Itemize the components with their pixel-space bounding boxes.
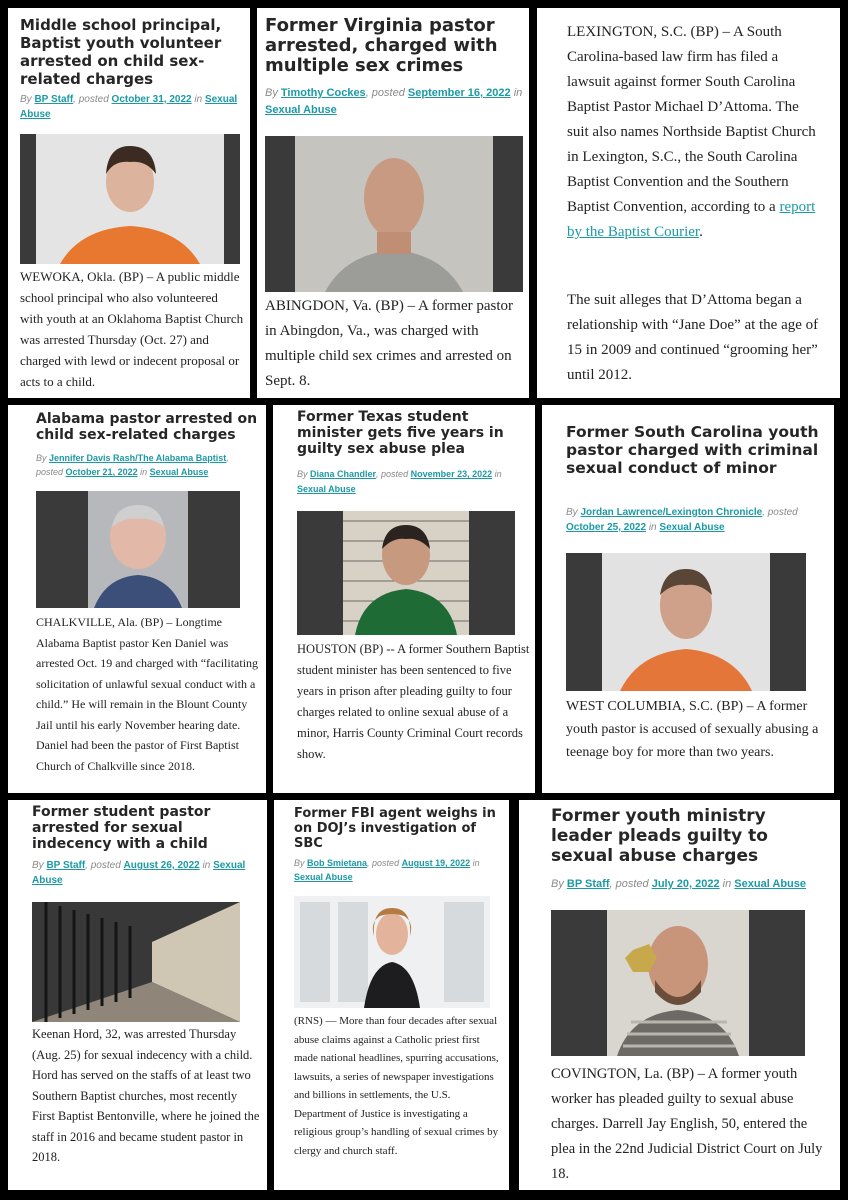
byline-posted: , posted [73, 94, 109, 105]
article-card-6 [542, 405, 834, 793]
date-link[interactable]: October 31, 2022 [111, 94, 192, 105]
byline-in: in [648, 522, 657, 533]
article-card-2 [257, 8, 529, 398]
article-excerpt: CHALKVILLE, Ala. (BP) – Longtime Alabama Baptist pastor Ken Daniel was arrested Oct. 19 and charged with “facilitating solicitation of unlawful sexual conduct with a child.” He will remain in the Blount County Jail until his early November hearing date. Daniel had been the pastor of First Baptist Church of Chalkville since 2018. [36, 615, 259, 773]
category-link[interactable]: Sexual Abuse [32, 860, 246, 886]
article-photo[interactable] [265, 136, 523, 292]
byline-posted: , posted [36, 453, 229, 477]
byline [265, 85, 523, 119]
byline-by: By [36, 453, 47, 463]
article-photo[interactable] [32, 902, 240, 1022]
article-card-8 [274, 800, 509, 1190]
article-card-3 [537, 8, 840, 398]
author-link[interactable]: Jennifer Davis Rash/The Alabama Baptist [49, 453, 227, 463]
article-excerpt: COVINGTON, La. (BP) – A former youth worker has pleaded guilty to sexual abuse charges. Darrell Jay English, 50, entered the plea in the 22nd Judicial District Court on July 18. [551, 1066, 823, 1182]
headline-link[interactable]: Former youth ministry leader pleads guilty to sexual abuse charges [551, 806, 768, 866]
byline [566, 505, 826, 535]
byline-by: By [265, 87, 278, 99]
author-link[interactable]: Timothy Cockes [280, 87, 366, 99]
article-excerpt: Keenan Hord, 32, was arrested Thursday (Aug. 25) for sexual indecency with a child. Hord has served on the staffs of at least two Southern Baptist churches, most recently First Baptist Bentonville, where he joined the staff in 2016 and became student pastor in 2018. [32, 1027, 260, 1164]
byline-in: in [494, 469, 502, 479]
byline-posted: , posted [365, 87, 405, 99]
author-link[interactable]: BP Staff [566, 878, 610, 890]
byline-posted: , posted [609, 878, 649, 890]
byline [36, 451, 258, 479]
byline-by: By [566, 507, 578, 518]
byline [32, 858, 254, 888]
category-link[interactable]: Sexual Abuse [149, 467, 209, 477]
byline [551, 876, 831, 893]
article-excerpt: WEWOKA, Okla. (BP) – A public middle school principal who also volunteered with youth at an Oklahoma Baptist Church was arrested Thursday (Oct. 27) and charged with lewd or indecent proposal or acts to a child. [20, 269, 244, 389]
date-link[interactable]: November 23, 2022 [410, 469, 493, 479]
paragraph-1: LEXINGTON, S.C. (BP) – A South Carolina-based law firm has filed a lawsuit against former South Carolina Baptist Pastor Michael D’Attoma. The suit also names Northside Baptist Church in Lexington, S.C., the South Carolina Baptist Convention and the Southern Baptist Convention, according to a [567, 24, 816, 215]
category-link[interactable]: Sexual Abuse [297, 484, 356, 494]
byline-in: in [472, 858, 480, 868]
headline-link[interactable]: Alabama pastor arrested on child sex-related charges [36, 411, 258, 443]
byline-in: in [722, 878, 732, 890]
date-link[interactable]: October 25, 2022 [566, 522, 647, 533]
byline-by: By [294, 858, 305, 868]
author-link[interactable]: Bob Smietana [307, 858, 368, 868]
date-link[interactable]: October 21, 2022 [65, 467, 138, 477]
byline-posted: , posted [376, 469, 409, 479]
category-link[interactable]: Sexual Abuse [734, 878, 807, 890]
headline-link[interactable]: Former student pastor arrested for sexual indecency with a child [32, 804, 211, 852]
article-excerpt: ABINGDON, Va. (BP) – A former pastor in Abingdon, Va., was charged with multiple child sex crimes and arrested on Sept. 8. [265, 298, 514, 389]
article-photo[interactable] [297, 511, 515, 635]
period: . [699, 224, 703, 240]
baptist-courier-report-link[interactable]: report by the Baptist Courier [567, 199, 816, 240]
article-photo[interactable] [36, 491, 240, 608]
article-card-9 [519, 800, 840, 1190]
byline [297, 467, 529, 497]
article-excerpt: (RNS) — More than four decades after sexual abuse claims against a Catholic priest first made national headlines, spurring accusations, lawsuits, a series of newspaper investigations and billions in settlements, the U.S. Department of Justice is investigating a religious group’s handling of sexual crimes by clergy and church staff. [294, 1015, 499, 1157]
article-photo[interactable] [551, 910, 805, 1056]
category-link[interactable]: Sexual Abuse [265, 104, 337, 116]
byline-in: in [140, 467, 148, 477]
paragraph-2: The suit alleges that D’Attoma began a relationship with “Jane Doe” at the age of 15 in 2009 and continued “grooming her” until 2012. [567, 292, 819, 383]
date-link[interactable]: July 20, 2022 [651, 878, 720, 890]
byline-in: in [513, 87, 523, 99]
article-card-1 [8, 8, 250, 398]
article-photo[interactable] [566, 553, 806, 691]
headline-link[interactable]: Former South Carolina youth pastor charged with criminal sexual conduct of minor [566, 423, 819, 477]
category-link[interactable]: Sexual Abuse [20, 94, 238, 120]
category-link[interactable]: Sexual Abuse [294, 872, 353, 882]
article-excerpt: WEST COLUMBIA, S.C. (BP) – A former youth pastor is accused of sexually abusing a teenage boy for more than two years. [566, 699, 819, 760]
article-card-5 [273, 405, 535, 793]
date-link[interactable]: August 26, 2022 [123, 860, 200, 871]
article-photo[interactable] [20, 134, 240, 264]
byline [294, 856, 502, 884]
category-link[interactable]: Sexual Abuse [659, 522, 725, 533]
headline-link[interactable]: Former Texas student minister gets five years in guilty sex abuse plea [297, 409, 504, 457]
author-link[interactable]: Diana Chandler [310, 469, 377, 479]
author-link[interactable]: Jordan Lawrence/Lexington Chronicle [580, 507, 763, 518]
headline-link[interactable]: Middle school principal, Baptist youth volunteer arrested on child sex-related charges [20, 16, 222, 88]
byline-in: in [202, 860, 211, 871]
byline-by: By [20, 94, 32, 105]
article-excerpt [567, 20, 820, 245]
headline-link[interactable]: Former FBI agent weighs in on DOJ’s investigation of SBC [294, 806, 496, 851]
byline-posted: , posted [85, 860, 121, 871]
author-link[interactable]: BP Staff [46, 860, 86, 871]
headline-link[interactable]: Former Virginia pastor arrested, charged with multiple sex crimes [265, 15, 498, 76]
article-photo[interactable] [294, 896, 490, 1008]
byline-by: By [32, 860, 44, 871]
byline-in: in [194, 94, 203, 105]
byline-posted: , posted [367, 858, 400, 868]
date-link[interactable]: September 16, 2022 [407, 87, 511, 99]
byline-posted: , posted [762, 507, 798, 518]
article-card-4 [8, 405, 266, 793]
byline [20, 92, 242, 122]
article-excerpt: HOUSTON (BP) -- A former Southern Baptist student minister has been sentenced to five years in prison after pleading guilty to four charges related to online sexual abuse of a minor, Harris County Criminal Court records show. [297, 642, 530, 761]
article-card-7 [8, 800, 267, 1190]
author-link[interactable]: BP Staff [34, 94, 74, 105]
byline-by: By [297, 469, 308, 479]
date-link[interactable]: August 19, 2022 [401, 858, 471, 868]
byline-by: By [551, 878, 564, 890]
